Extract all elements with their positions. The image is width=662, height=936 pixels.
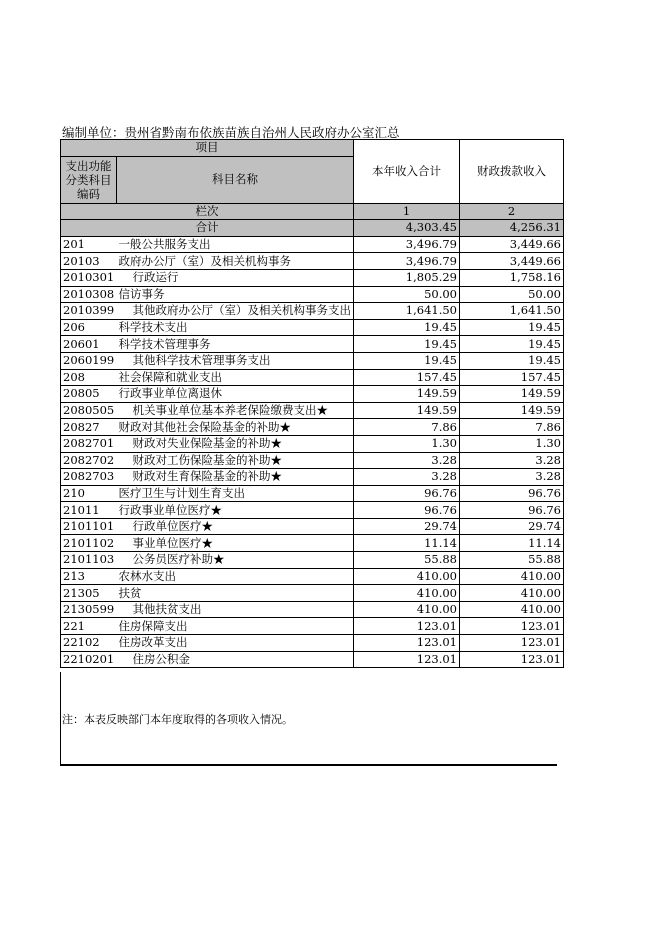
- row-name: 行政运行: [117, 269, 354, 286]
- row-name: 信访事务: [117, 286, 354, 303]
- row-total-income: 410.00: [354, 568, 460, 585]
- row-total-income: 19.45: [354, 336, 460, 353]
- row-name: 住房公积金: [117, 651, 354, 668]
- row-code: 2060199: [61, 352, 117, 369]
- table-row: [61, 319, 564, 336]
- row-code: 21011: [61, 502, 117, 519]
- header-name: 科目名称: [117, 156, 354, 203]
- row-code: 2130599: [61, 601, 117, 618]
- row-code: 20601: [61, 336, 117, 353]
- row-fiscal-income: 123.01: [460, 635, 564, 652]
- header-code: 支出功能分类科目编码: [61, 156, 117, 203]
- table-row: [61, 568, 564, 585]
- row-fiscal-income: 19.45: [460, 319, 564, 336]
- table-row: [61, 469, 564, 486]
- table-row: [61, 518, 564, 535]
- row-total-income: 29.74: [354, 518, 460, 535]
- table-row: [61, 336, 564, 353]
- row-name: 医疗卫生与计划生育支出: [117, 485, 354, 502]
- row-total-income: 157.45: [354, 369, 460, 386]
- table-row: [61, 452, 564, 469]
- row-total-income: 96.76: [354, 485, 460, 502]
- unit-line: 编制单位：贵州省黔南布依族苗族自治州人民政府办公室汇总: [62, 125, 400, 140]
- row-code: 2101102: [61, 535, 117, 552]
- table-row: [61, 502, 564, 519]
- total-row: [61, 220, 564, 237]
- table-row: [61, 552, 564, 569]
- row-name: 一般公共服务支出: [117, 236, 354, 253]
- row-fiscal-income: 3.28: [460, 452, 564, 469]
- row-code: 2101103: [61, 552, 117, 569]
- row-fiscal-income: 96.76: [460, 485, 564, 502]
- header-row-item: [61, 140, 564, 157]
- row-total-income: 55.88: [354, 552, 460, 569]
- seq-label: 栏次: [61, 203, 354, 220]
- table-row: [61, 601, 564, 618]
- row-total-income: 1,641.50: [354, 303, 460, 320]
- income-table: [60, 139, 564, 668]
- row-fiscal-income: 1,758.16: [460, 269, 564, 286]
- row-fiscal-income: 3,449.66: [460, 236, 564, 253]
- seq-2: 2: [460, 203, 564, 220]
- row-code: 2080505: [61, 402, 117, 419]
- row-code: 2101101: [61, 518, 117, 535]
- table-row: [61, 369, 564, 386]
- row-total-income: 123.01: [354, 651, 460, 668]
- table-row: [61, 236, 564, 253]
- table-row: [61, 386, 564, 403]
- row-code: 2210201: [61, 651, 117, 668]
- table-row: [61, 635, 564, 652]
- row-fiscal-income: 11.14: [460, 535, 564, 552]
- row-fiscal-income: 149.59: [460, 402, 564, 419]
- table-row: [61, 618, 564, 635]
- row-total-income: 7.86: [354, 419, 460, 436]
- seq-row: [61, 203, 564, 220]
- row-fiscal-income: 96.76: [460, 502, 564, 519]
- row-total-income: 1.30: [354, 435, 460, 452]
- row-fiscal-income: 55.88: [460, 552, 564, 569]
- row-code: 210: [61, 485, 117, 502]
- row-name: 财政对失业保险基金的补助★: [117, 435, 354, 452]
- table-row: [61, 253, 564, 270]
- row-code: 20827: [61, 419, 117, 436]
- row-name: 其他政府办公厅（室）及相关机构事务支出: [117, 303, 354, 320]
- row-fiscal-income: 410.00: [460, 568, 564, 585]
- total-v1: 4,303.45: [354, 220, 460, 237]
- row-total-income: 3.28: [354, 452, 460, 469]
- row-code: 221: [61, 618, 117, 635]
- row-name: 科学技术管理事务: [117, 336, 354, 353]
- row-name: 住房改革支出: [117, 635, 354, 652]
- row-name: 行政事业单位医疗★: [117, 502, 354, 519]
- row-name: 农林水支出: [117, 568, 354, 585]
- row-total-income: 50.00: [354, 286, 460, 303]
- row-fiscal-income: 410.00: [460, 601, 564, 618]
- row-code: 206: [61, 319, 117, 336]
- row-code: 201: [61, 236, 117, 253]
- table-row: [61, 419, 564, 436]
- table-row: [61, 435, 564, 452]
- row-fiscal-income: 1.30: [460, 435, 564, 452]
- row-total-income: 96.76: [354, 502, 460, 519]
- row-name: 其他科学技术管理事务支出: [117, 352, 354, 369]
- row-name: 政府办公厅（室）及相关机构事务: [117, 253, 354, 270]
- table-row: [61, 651, 564, 668]
- row-name: 其他扶贫支出: [117, 601, 354, 618]
- row-fiscal-income: 3,449.66: [460, 253, 564, 270]
- row-code: 2010308: [61, 286, 117, 303]
- row-fiscal-income: 410.00: [460, 585, 564, 602]
- row-fiscal-income: 123.01: [460, 618, 564, 635]
- row-code: 208: [61, 369, 117, 386]
- row-name: 行政单位医疗★: [117, 518, 354, 535]
- row-name: 财政对其他社会保险基金的补助★: [117, 419, 354, 436]
- row-total-income: 3.28: [354, 469, 460, 486]
- total-label: 合计: [61, 220, 354, 237]
- row-name: 住房保障支出: [117, 618, 354, 635]
- row-code: 2082702: [61, 452, 117, 469]
- row-fiscal-income: 7.86: [460, 419, 564, 436]
- table-row: [61, 585, 564, 602]
- row-fiscal-income: 157.45: [460, 369, 564, 386]
- row-name: 财政对工伤保险基金的补助★: [117, 452, 354, 469]
- row-total-income: 149.59: [354, 402, 460, 419]
- row-total-income: 19.45: [354, 352, 460, 369]
- row-code: 20805: [61, 386, 117, 403]
- row-code: 2082701: [61, 435, 117, 452]
- row-code: 20103: [61, 253, 117, 270]
- row-total-income: 3,496.79: [354, 236, 460, 253]
- row-code: 21305: [61, 585, 117, 602]
- row-code: 2010301: [61, 269, 117, 286]
- row-total-income: 123.01: [354, 618, 460, 635]
- row-fiscal-income: 3.28: [460, 469, 564, 486]
- row-code: 213: [61, 568, 117, 585]
- table-row: [61, 535, 564, 552]
- table-row: [61, 303, 564, 320]
- row-name: 科学技术支出: [117, 319, 354, 336]
- table-row: [61, 402, 564, 419]
- row-total-income: 19.45: [354, 319, 460, 336]
- row-total-income: 3,496.79: [354, 253, 460, 270]
- table-row: [61, 352, 564, 369]
- table-row: [61, 286, 564, 303]
- row-total-income: 149.59: [354, 386, 460, 403]
- row-total-income: 410.00: [354, 601, 460, 618]
- row-fiscal-income: 50.00: [460, 286, 564, 303]
- row-name: 事业单位医疗★: [117, 535, 354, 552]
- table-row: [61, 269, 564, 286]
- header-item: 项目: [61, 140, 354, 157]
- row-fiscal-income: 19.45: [460, 336, 564, 353]
- row-fiscal-income: 1,641.50: [460, 303, 564, 320]
- row-total-income: 123.01: [354, 635, 460, 652]
- row-code: 2082703: [61, 469, 117, 486]
- row-name: 行政事业单位离退休: [117, 386, 354, 403]
- header-total-income: 本年收入合计: [354, 140, 460, 204]
- row-fiscal-income: 29.74: [460, 518, 564, 535]
- header-fiscal-income: 财政拨款收入: [460, 140, 564, 204]
- seq-1: 1: [354, 203, 460, 220]
- row-total-income: 410.00: [354, 585, 460, 602]
- row-total-income: 11.14: [354, 535, 460, 552]
- row-name: 社会保障和就业支出: [117, 369, 354, 386]
- row-name: 财政对生育保险基金的补助★: [117, 469, 354, 486]
- row-code: 2010399: [61, 303, 117, 320]
- total-v2: 4,256.31: [460, 220, 564, 237]
- row-fiscal-income: 149.59: [460, 386, 564, 403]
- row-name: 扶贫: [117, 585, 354, 602]
- footnote: 注：本表反映部门本年度取得的各项收入情况。: [62, 713, 293, 726]
- table-row: [61, 485, 564, 502]
- row-fiscal-income: 123.01: [460, 651, 564, 668]
- row-name: 机关事业单位基本养老保险缴费支出★: [117, 402, 354, 419]
- row-name: 公务员医疗补助★: [117, 552, 354, 569]
- row-code: 22102: [61, 635, 117, 652]
- row-total-income: 1,805.29: [354, 269, 460, 286]
- row-fiscal-income: 19.45: [460, 352, 564, 369]
